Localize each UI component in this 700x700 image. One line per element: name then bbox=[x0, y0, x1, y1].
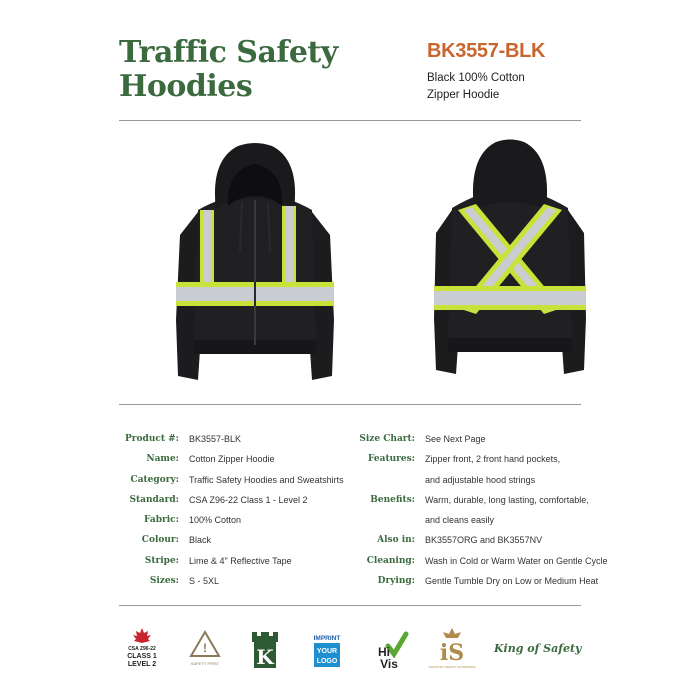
king-of-safety-logo: King of Safety bbox=[494, 642, 582, 655]
image-divider bbox=[119, 404, 581, 405]
is-letters: iS bbox=[439, 640, 465, 666]
spec-value: Wash in Cold or Warm Water on Gentle Cycle bbox=[425, 555, 608, 566]
specs-right bbox=[330, 429, 608, 591]
spec-label: Also in: bbox=[377, 535, 415, 546]
spec-value: Zipper front, 2 front hand pockets, bbox=[425, 454, 561, 465]
hi-vis-logo bbox=[374, 630, 408, 670]
hivis-line-1: Hi bbox=[378, 645, 390, 659]
spec-label: Product #: bbox=[125, 434, 179, 444]
imprint-line-2: YOUR bbox=[316, 648, 338, 655]
svg-text:!: ! bbox=[203, 641, 207, 655]
product-sku: BK3557-BLK bbox=[427, 40, 546, 62]
subtitle-line-1: Black 100% Cotton bbox=[427, 72, 525, 84]
specs-divider bbox=[119, 605, 581, 606]
spec-row bbox=[330, 571, 608, 591]
spec-label bbox=[330, 470, 415, 490]
spec-row bbox=[100, 571, 344, 591]
spec-value: and adjustable hood strings bbox=[425, 474, 536, 485]
csa-certification-logo bbox=[124, 626, 160, 670]
spec-row bbox=[100, 551, 344, 571]
spec-label bbox=[330, 510, 415, 530]
title-line-2: Hoodies bbox=[119, 69, 253, 104]
header-divider bbox=[119, 120, 581, 121]
spec-value: Gentle Tumble Dry on Low or Medium Heat bbox=[425, 576, 599, 587]
k-letter: K bbox=[256, 645, 274, 669]
spec-row bbox=[100, 490, 344, 510]
specs-left bbox=[100, 429, 344, 591]
spec-value: BK3557-BLK bbox=[189, 434, 242, 444]
spec-value: See Next Page bbox=[425, 434, 486, 444]
spec-label: Cleaning: bbox=[366, 555, 415, 566]
imprint-line-3: LOGO bbox=[316, 658, 338, 665]
spec-row bbox=[100, 510, 344, 530]
spec-label: Category: bbox=[130, 474, 179, 485]
page-title bbox=[119, 36, 338, 104]
spec-label: Benefits: bbox=[370, 494, 415, 505]
spec-value: BK3557ORG and BK3557NV bbox=[425, 535, 543, 546]
hoodie-back-image bbox=[430, 138, 590, 383]
spec-label: Name: bbox=[146, 454, 179, 465]
spec-value: Cotton Zipper Hoodie bbox=[189, 454, 275, 465]
spec-row bbox=[330, 470, 608, 490]
spec-row bbox=[100, 470, 344, 490]
spec-value: Warm, durable, long lasting, comfortable, bbox=[425, 494, 589, 505]
spec-label: Features: bbox=[367, 454, 415, 465]
industry-safety-standards-logo bbox=[428, 626, 476, 670]
spec-value: Traffic Safety Hoodies and Sweatshirts bbox=[189, 474, 344, 485]
crown-icon bbox=[443, 628, 461, 638]
safety-first-logo bbox=[188, 630, 222, 668]
spec-label: Colour: bbox=[141, 535, 179, 546]
spec-row bbox=[330, 429, 608, 449]
title-line-1: Traffic Safety bbox=[119, 35, 338, 70]
csa-line-3: LEVEL 2 bbox=[127, 661, 157, 668]
spec-row bbox=[100, 530, 344, 550]
spec-row bbox=[330, 510, 608, 530]
spec-label: Sizes: bbox=[149, 576, 179, 587]
spec-row bbox=[330, 530, 608, 550]
spec-value: CSA Z96-22 Class 1 - Level 2 bbox=[189, 494, 308, 505]
spec-row bbox=[330, 551, 608, 571]
spec-row bbox=[330, 490, 608, 510]
k-castle-logo bbox=[250, 628, 280, 670]
imprint-logo-badge bbox=[312, 632, 342, 668]
hivis-line-2: Vis bbox=[380, 657, 398, 671]
spec-label: Stripe: bbox=[144, 555, 179, 566]
spec-value: Lime & 4" Reflective Tape bbox=[189, 555, 292, 566]
spec-value: Black bbox=[189, 535, 212, 546]
subtitle-line-2: Zipper Hoodie bbox=[427, 89, 500, 101]
spec-label: Fabric: bbox=[144, 515, 179, 526]
spec-label: Standard: bbox=[129, 494, 179, 505]
spec-row bbox=[100, 429, 344, 449]
checkmark-icon bbox=[388, 634, 406, 654]
maple-leaf-icon bbox=[133, 628, 151, 643]
spec-value: and cleans easily bbox=[425, 515, 495, 526]
csa-line-1: CSA Z96-22 bbox=[128, 646, 156, 652]
spec-row bbox=[100, 449, 344, 469]
imprint-line-1: IMPRINT bbox=[313, 635, 341, 642]
safety-first-text: SAFETY FIRST bbox=[190, 661, 220, 666]
csa-line-2: CLASS 1 bbox=[127, 653, 157, 660]
spec-row bbox=[330, 449, 608, 469]
spec-label: Drying: bbox=[377, 576, 415, 587]
product-subtitle bbox=[427, 70, 567, 104]
is-caption: INDUSTRY SAFETY STANDARDS bbox=[428, 665, 476, 669]
hoodie-front-image bbox=[170, 140, 340, 385]
spec-value: 100% Cotton bbox=[189, 515, 242, 526]
spec-label: Size Chart: bbox=[359, 434, 415, 444]
spec-value: S - 5XL bbox=[189, 576, 220, 587]
